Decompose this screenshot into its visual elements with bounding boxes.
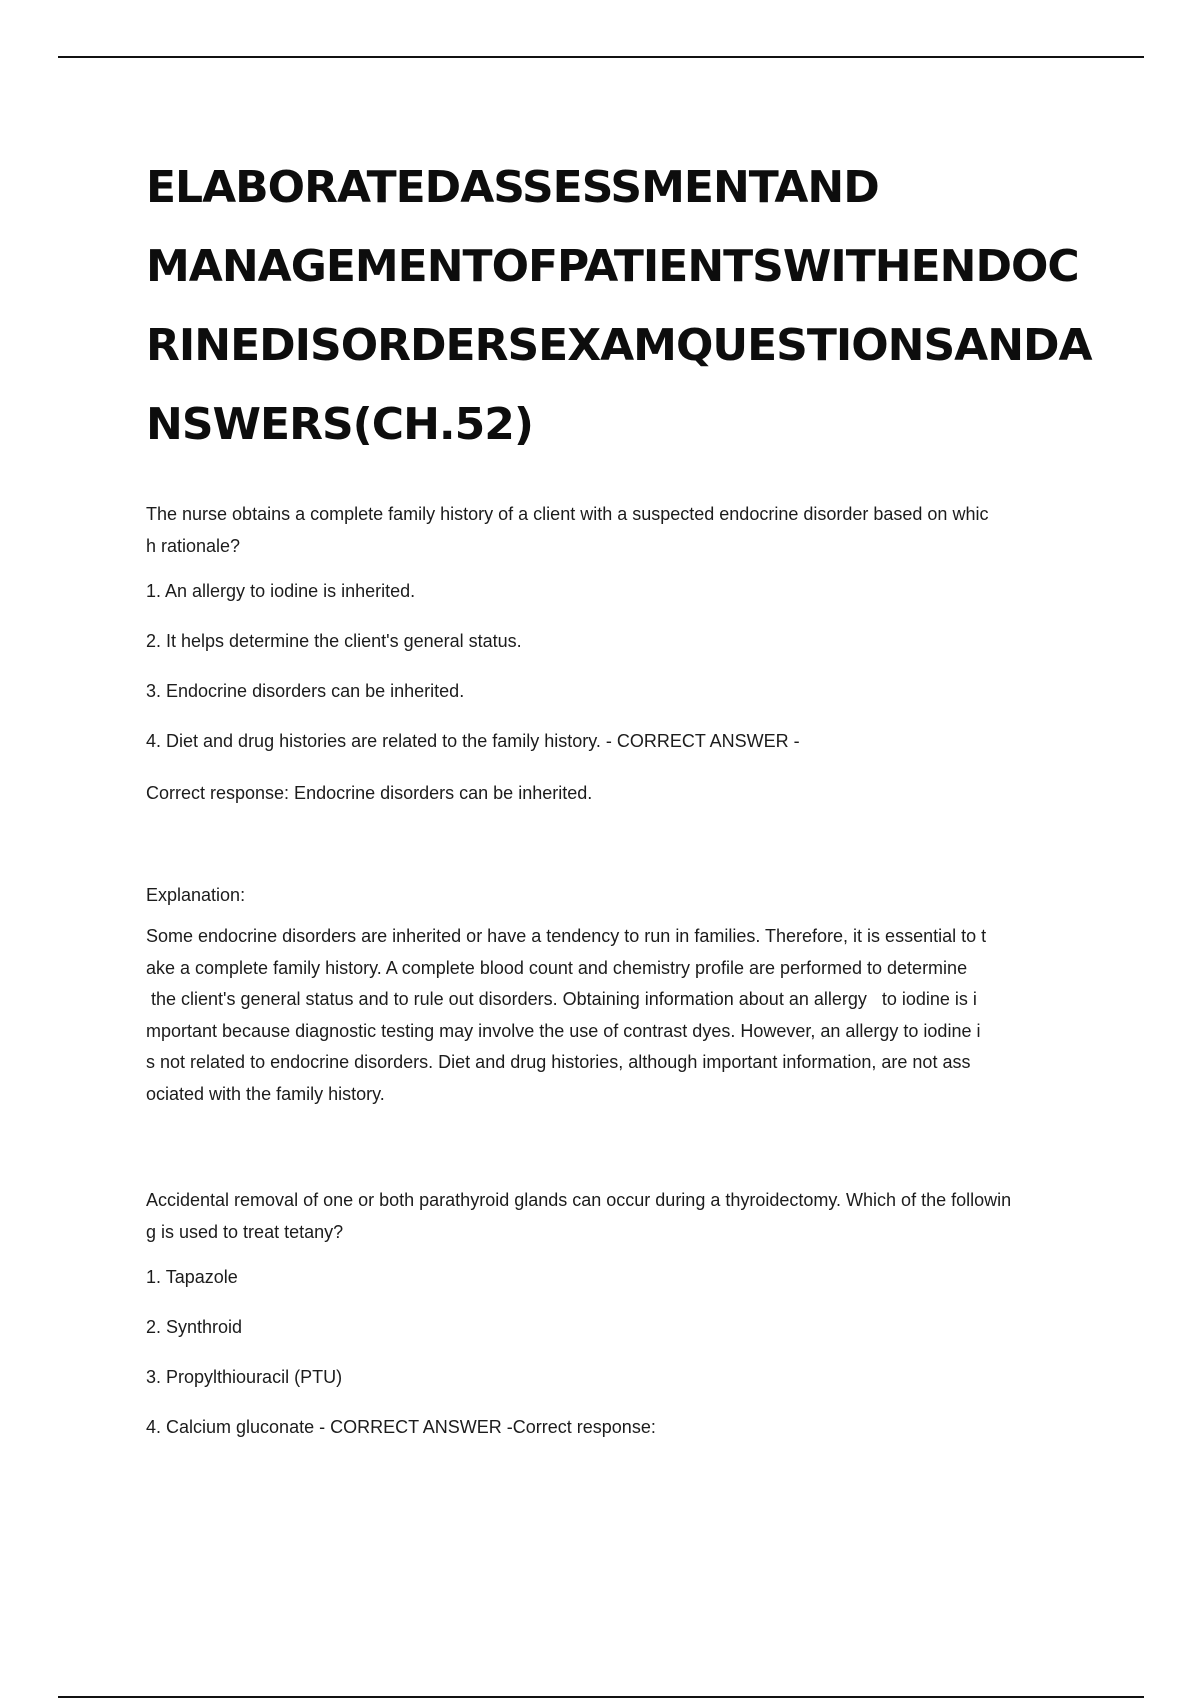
explanation-paragraph [146, 921, 1126, 1110]
question-1-correct-response: Correct response: Endocrine disorders can be inherited. [146, 783, 593, 803]
explanation-line: ake a complete family history. A complete blood count and chemistry profile are performed to determine [146, 957, 968, 978]
stem-line: The nurse obtains a complete family history of a client with a suspected endocrine disorder based on whic [146, 504, 989, 524]
question-1-option-1: 1. An allergy to iodine is inherited. [146, 581, 416, 601]
question-1-option-3: 3. Endocrine disorders can be inherited. [146, 681, 465, 701]
question-1-stem [146, 498, 1126, 562]
explanation-line: Some endocrine disorders are inherited or have a tendency to run in families. Therefore, it is essential to t [146, 926, 987, 946]
question-2-option-2: 2. Synthroid [146, 1317, 243, 1337]
stem-line: Accidental removal of one or both parathyroid glands can occur during a thyroidectomy. Which of the followin [146, 1190, 1012, 1210]
title-line: ELABORATEDASSESSMENTAND [146, 162, 879, 213]
question-2-option-3: 3. Propylthiouracil (PTU) [146, 1367, 343, 1387]
question-2-option-1: 1. Tapazole [146, 1267, 238, 1287]
question-1-option-4: 4. Diet and drug histories are related to the family history. - CORRECT ANSWER - [146, 731, 800, 751]
stem-line: g is used to treat tetany? [146, 1222, 344, 1242]
explanation-line: mportant because diagnostic testing may involve the use of contrast dyes. However, an allergy to iodine i [146, 1020, 981, 1041]
top-divider [58, 56, 1144, 58]
title-line: RINEDISORDERSEXAMQUESTIONSANDA [146, 320, 1092, 371]
title-line: MANAGEMENTOFPATIENTSWITHENDOC [146, 241, 1079, 292]
document-title [146, 148, 1126, 464]
question-2-stem [146, 1184, 1126, 1248]
explanation-line: s not related to endocrine disorders. Diet and drug histories, although important information, are not ass [146, 1052, 971, 1072]
document-body [146, 148, 1126, 1439]
explanation-label: Explanation: [146, 885, 246, 905]
explanation-line: the client's general status and to rule out disorders. Obtaining information about an allergy to iodine is i [146, 989, 977, 1009]
question-1-option-2: 2. It helps determine the client's general status. [146, 631, 522, 651]
question-2-option-4: 4. Calcium gluconate - CORRECT ANSWER -Correct response: [146, 1417, 656, 1437]
stem-line: h rationale? [146, 536, 241, 556]
explanation-line: ociated with the family history. [146, 1083, 385, 1104]
title-line: NSWERS(CH.52) [146, 399, 533, 450]
bottom-divider [58, 1696, 1144, 1698]
